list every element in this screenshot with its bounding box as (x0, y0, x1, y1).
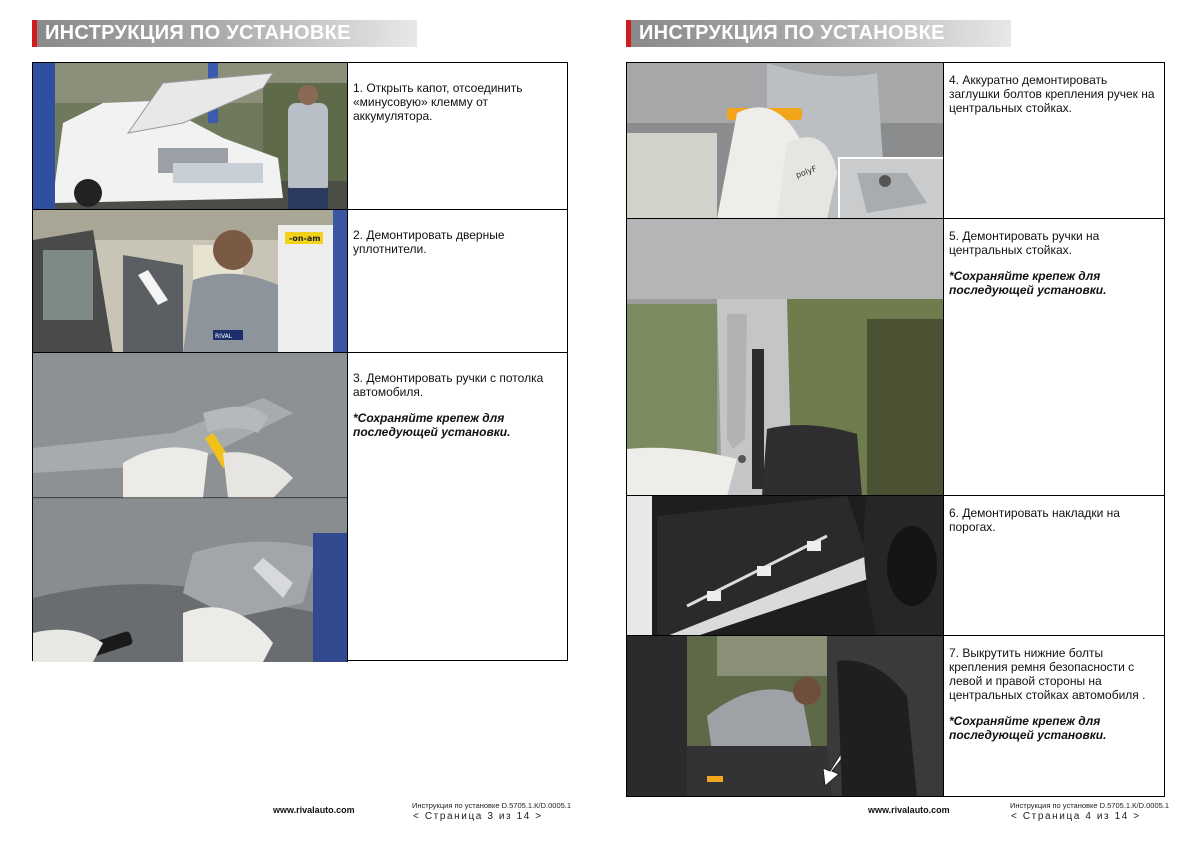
step-text-cell (944, 496, 1164, 635)
photo-seatbelt-bolts (627, 636, 944, 796)
photo-pillar-handles (627, 219, 944, 495)
jacket-logo-text: RIVAL (215, 333, 233, 340)
step-3-note: *Сохраняйте крепеж для последующей установки. (353, 411, 511, 439)
step-row-7 (627, 636, 1164, 796)
step-row-5 (627, 219, 1164, 496)
step-4-text: 4. Аккуратно демонтировать заглушки болтов крепления ручек на центральных стойках. (949, 73, 1155, 115)
step-7-note: *Сохраняйте крепеж для последующей установки. (949, 714, 1107, 742)
header-title: ИНСТРУКЦИЯ ПО УСТАНОВКЕ (45, 22, 351, 44)
step-2-text: 2. Демонтировать дверные уплотнители. (353, 228, 505, 256)
photo-ceiling-handle (33, 353, 348, 662)
step-text-cell (944, 636, 1164, 796)
photo-ceiling-handle-image (33, 353, 348, 662)
step-5-text: 5. Демонтировать ручки на центральных стойках. (949, 229, 1100, 257)
door-logo-text: -on-am (289, 234, 321, 243)
photo-bolt-caps-image (627, 63, 944, 218)
header-title: ИНСТРУКЦИЯ ПО УСТАНОВКЕ (639, 22, 945, 44)
section-header (626, 20, 1011, 47)
photo-open-hood-image (33, 63, 348, 209)
instruction-table (32, 62, 568, 661)
footer-doc-id: Инструкция по установке D.5705.1.К/D.0005.1 (1010, 801, 1170, 810)
step-row-1 (33, 63, 567, 210)
footer-website[interactable]: www.rivalauto.com (868, 805, 950, 815)
step-row-3 (33, 353, 567, 662)
step-text-cell (348, 210, 567, 352)
step-text-cell (944, 219, 1164, 495)
step-5-note: *Сохраняйте крепеж для последующей установки. (949, 269, 1107, 297)
step-row-2 (33, 210, 567, 353)
step-row-6 (627, 496, 1164, 636)
page-4 (600, 0, 1200, 848)
footer-doc-id: Инструкция по установке D.5705.1.К/D.0005.1 (412, 801, 572, 810)
footer-website[interactable]: www.rivalauto.com (273, 805, 355, 815)
glove-text: polyF (794, 164, 818, 180)
step-row-4 (627, 63, 1164, 219)
step-1-text: 1. Открыть капот, отсоединить «минусовую» клемму от аккумулятора. (353, 81, 523, 123)
photo-open-hood (33, 63, 348, 209)
photo-sill-trims-image (627, 496, 944, 635)
photo-bolt-caps (627, 63, 944, 218)
instruction-table (626, 62, 1165, 797)
photo-seatbelt-bolts-image (627, 636, 944, 796)
step-3-text: 3. Демонтировать ручки с потолка автомобиля. (353, 371, 544, 399)
section-header (32, 20, 417, 47)
step-text-cell (348, 353, 567, 662)
photo-pillar-handles-image (627, 219, 944, 495)
photo-sill-trims (627, 496, 944, 635)
step-7-text: 7. Выкрутить нижние болты крепления ремня безопасности с левой и правой стороны на центральных стойках автомобиля . (949, 646, 1146, 702)
step-6-text: 6. Демонтировать накладки на порогах. (949, 506, 1120, 534)
footer-page-number: < Страница 4 из 14 > (1011, 811, 1141, 822)
step-text-cell (348, 63, 567, 209)
footer-page-number: < Страница 3 из 14 > (413, 811, 543, 822)
photo-door-seal-image (33, 210, 348, 352)
step-text-cell (944, 63, 1164, 218)
photo-door-seal (33, 210, 348, 352)
